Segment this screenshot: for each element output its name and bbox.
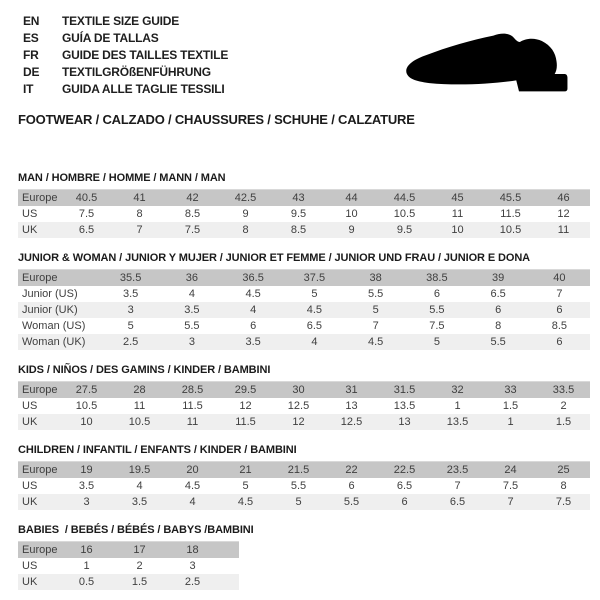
- size-value: 12: [557, 208, 570, 220]
- table-row: [18, 574, 239, 590]
- size-value: 11: [451, 208, 464, 220]
- size-value: 5.5: [367, 288, 384, 300]
- size-value: 38.5: [426, 272, 448, 284]
- size-table: [18, 381, 590, 430]
- language-row: [23, 64, 228, 81]
- size-value: 41: [133, 192, 146, 204]
- language-list: [23, 13, 228, 98]
- size-value: 36.5: [242, 272, 264, 284]
- size-value: 4: [250, 304, 257, 316]
- size-value: 10: [80, 416, 93, 428]
- size-value: 32: [451, 384, 464, 396]
- size-value: 12: [292, 416, 305, 428]
- size-value: 23.5: [446, 464, 469, 476]
- size-value: 7.5: [429, 320, 445, 332]
- language-code: IT: [23, 82, 34, 96]
- size-value: 9.5: [290, 208, 307, 220]
- size-value: 21: [239, 464, 252, 476]
- language-row: [23, 81, 228, 98]
- size-value: 5: [295, 496, 302, 508]
- size-value: 31: [345, 384, 358, 396]
- language-row: [23, 47, 228, 64]
- row-label: Europe: [22, 272, 58, 284]
- size-value: 9.5: [396, 224, 413, 236]
- size-section: [18, 524, 590, 590]
- table-row: [18, 222, 590, 238]
- language-row: [23, 13, 228, 30]
- table-row: [18, 542, 239, 559]
- size-value: 43: [292, 192, 305, 204]
- size-value: 4: [311, 336, 318, 348]
- language-title: TEXTILGRÖßENFÜHRUNG: [62, 65, 211, 79]
- size-value: 6: [556, 336, 563, 348]
- size-group-title: BABIES / BEBÉS / BÉBÉS / BABYS /BAMBINI: [18, 524, 254, 536]
- size-value: 13: [345, 400, 358, 412]
- size-value: 6.5: [396, 480, 413, 492]
- size-value: 2.5: [122, 336, 139, 348]
- size-value: 11: [133, 400, 146, 412]
- row-label: UK: [22, 224, 38, 236]
- language-title: TEXTILE SIZE GUIDE: [62, 14, 180, 28]
- size-value: 3: [127, 304, 134, 316]
- size-value: 36: [185, 272, 198, 284]
- size-table: [18, 461, 590, 510]
- row-label: US: [22, 560, 38, 572]
- size-value: 8: [242, 224, 249, 236]
- spacer-cell: [219, 558, 239, 574]
- size-value: 2: [136, 560, 143, 572]
- size-value: 19: [80, 464, 93, 476]
- size-group-title: JUNIOR & WOMAN / JUNIOR Y MUJER / JUNIOR ET FEMME / JUNIOR UND FRAU / JUNIOR E DONA: [18, 252, 531, 264]
- table-row: [18, 334, 590, 350]
- size-value: 6: [433, 288, 440, 300]
- size-value: 40.5: [75, 192, 98, 204]
- size-value: 5.5: [429, 304, 445, 316]
- size-value: 35.5: [119, 272, 142, 284]
- table-row: [18, 462, 590, 479]
- size-value: 28.5: [181, 384, 204, 396]
- size-value: 33: [504, 384, 517, 396]
- table-row: [18, 270, 590, 287]
- size-value: 3: [189, 560, 196, 572]
- language-title: GUIDE DES TAILLES TEXTILE: [62, 48, 229, 62]
- row-label: US: [22, 480, 38, 492]
- dress-shoe-icon: [398, 31, 576, 100]
- size-value: 40: [553, 272, 566, 284]
- size-value: 38: [369, 272, 382, 284]
- table-row: [18, 398, 590, 414]
- row-label: UK: [22, 496, 38, 508]
- size-value: 0.5: [78, 576, 95, 588]
- size-value: 3.5: [122, 288, 139, 300]
- size-value: 1.5: [131, 576, 148, 588]
- table-row: [18, 414, 590, 430]
- size-value: 8.5: [184, 208, 201, 220]
- size-value: 13: [398, 416, 411, 428]
- size-value: 1.5: [502, 400, 519, 412]
- table-row: [18, 286, 590, 302]
- size-value: 5: [433, 336, 440, 348]
- row-label: UK: [22, 416, 38, 428]
- table-row: [18, 558, 239, 574]
- spacer-cell: [219, 542, 239, 559]
- size-value: 6.5: [449, 496, 466, 508]
- size-value: 27.5: [75, 384, 98, 396]
- size-value: 24: [504, 464, 517, 476]
- table-row: [18, 382, 590, 399]
- table-row: [18, 494, 590, 510]
- size-value: 4: [188, 288, 195, 300]
- size-value: 5.5: [184, 320, 200, 332]
- size-value: 10.5: [128, 416, 151, 428]
- size-value: 5: [127, 320, 134, 332]
- size-value: 4.5: [367, 336, 384, 348]
- row-label: Junior (UK): [22, 304, 78, 316]
- size-value: 4.5: [306, 304, 323, 316]
- size-value: 4: [136, 480, 143, 492]
- size-value: 7: [136, 224, 143, 236]
- size-section: [18, 364, 590, 430]
- size-value: 4.5: [237, 496, 254, 508]
- size-value: 39: [492, 272, 505, 284]
- row-label: Europe: [22, 192, 58, 204]
- size-value: 3.5: [131, 496, 148, 508]
- size-value: 22: [345, 464, 358, 476]
- language-title: GUÍA DE TALLAS: [62, 31, 159, 45]
- size-value: 31.5: [393, 384, 416, 396]
- row-label: Woman (US): [22, 320, 86, 332]
- size-value: 10.5: [499, 224, 522, 236]
- size-value: 6: [495, 304, 502, 316]
- table-row: [18, 190, 590, 207]
- size-value: 7: [372, 320, 379, 332]
- size-value: 8: [560, 480, 567, 492]
- category-title: FOOTWEAR / CALZADO / CHAUSSURES / SCHUHE / CALZATURE: [18, 112, 415, 127]
- size-value: 3: [188, 336, 195, 348]
- language-code: FR: [23, 48, 39, 62]
- size-value: 4: [189, 496, 196, 508]
- size-value: 12: [239, 400, 252, 412]
- size-value: 3.5: [184, 304, 200, 316]
- size-value: 44.5: [393, 192, 416, 204]
- size-value: 5: [242, 480, 249, 492]
- size-value: 30: [292, 384, 305, 396]
- size-value: 7: [507, 496, 514, 508]
- size-value: 13.5: [446, 416, 469, 428]
- size-value: 12.5: [340, 416, 363, 428]
- size-value: 10: [345, 208, 358, 220]
- size-value: 33.5: [552, 384, 575, 396]
- size-value: 37.5: [303, 272, 326, 284]
- row-label: US: [22, 400, 38, 412]
- size-value: 10.5: [393, 208, 416, 220]
- size-value: 6.5: [306, 320, 323, 332]
- size-value: 29.5: [234, 384, 257, 396]
- size-value: 10: [451, 224, 464, 236]
- language-code: ES: [23, 31, 39, 45]
- size-value: 5.5: [343, 496, 360, 508]
- size-value: 17: [133, 544, 146, 556]
- size-value: 25: [557, 464, 570, 476]
- size-section: [18, 172, 590, 238]
- size-value: 3.5: [245, 336, 261, 348]
- row-label: UK: [22, 576, 38, 588]
- size-value: 8: [495, 320, 502, 332]
- size-value: 12.5: [287, 400, 310, 412]
- size-value: 16: [80, 544, 93, 556]
- size-value: 1: [507, 416, 514, 428]
- size-value: 11: [186, 416, 199, 428]
- size-value: 7.5: [184, 224, 201, 236]
- size-value: 3: [83, 496, 90, 508]
- size-value: 10.5: [75, 400, 98, 412]
- size-value: 8: [136, 208, 143, 220]
- size-tables: [18, 172, 590, 600]
- size-value: 7: [454, 480, 461, 492]
- size-value: 6.5: [490, 288, 506, 300]
- language-code: DE: [23, 65, 40, 79]
- size-value: 21.5: [287, 464, 310, 476]
- size-value: 3.5: [78, 480, 95, 492]
- size-value: 45: [451, 192, 464, 204]
- size-section: [18, 444, 590, 510]
- size-value: 8.5: [290, 224, 307, 236]
- size-table: [18, 189, 590, 238]
- size-value: 2: [560, 400, 567, 412]
- size-value: 5: [372, 304, 379, 316]
- size-value: 6: [556, 304, 563, 316]
- size-value: 46: [557, 192, 570, 204]
- size-value: 2.5: [184, 576, 201, 588]
- size-value: 42.5: [234, 192, 257, 204]
- size-group-title: MAN / HOMBRE / HOMME / MANN / MAN: [18, 172, 226, 184]
- size-value: 11.5: [235, 416, 256, 428]
- row-label: US: [22, 208, 38, 220]
- row-label: Woman (UK): [22, 336, 86, 348]
- spacer-cell: [219, 574, 239, 590]
- size-group-title: CHILDREN / INFANTIL / ENFANTS / KINDER / BAMBINI: [18, 444, 297, 456]
- size-value: 6: [250, 320, 257, 332]
- table-row: [18, 206, 590, 222]
- row-label: Europe: [22, 464, 58, 476]
- size-value: 28: [133, 384, 146, 396]
- size-value: 45.5: [499, 192, 522, 204]
- size-value: 1: [83, 560, 90, 572]
- table-row: [18, 318, 590, 334]
- row-label: Europe: [22, 384, 58, 396]
- size-value: 6.5: [78, 224, 95, 236]
- row-label: Junior (US): [22, 288, 78, 300]
- size-value: 11.5: [500, 208, 521, 220]
- size-value: 1: [454, 400, 461, 412]
- size-value: 7.5: [502, 480, 519, 492]
- size-value: 6: [401, 496, 408, 508]
- size-value: 18: [186, 544, 199, 556]
- size-value: 11.5: [182, 400, 203, 412]
- language-row: [23, 30, 228, 47]
- size-value: 8.5: [551, 320, 568, 332]
- size-value: 4.5: [245, 288, 261, 300]
- size-value: 7.5: [555, 496, 572, 508]
- size-value: 9: [348, 224, 355, 236]
- size-value: 13.5: [393, 400, 416, 412]
- table-row: [18, 478, 590, 494]
- row-label: Europe: [22, 544, 58, 556]
- size-value: 5.5: [290, 480, 307, 492]
- table-row: [18, 302, 590, 318]
- size-table: [18, 541, 239, 590]
- size-value: 9: [242, 208, 249, 220]
- size-value: 1.5: [555, 416, 572, 428]
- size-value: 6: [348, 480, 355, 492]
- size-table: [18, 269, 590, 350]
- size-value: 42: [186, 192, 199, 204]
- size-value: 22.5: [393, 464, 416, 476]
- size-value: 5.5: [490, 336, 506, 348]
- size-value: 5: [311, 288, 318, 300]
- size-value: 11: [557, 224, 570, 236]
- size-value: 44: [345, 192, 358, 204]
- size-value: 7.5: [78, 208, 95, 220]
- size-value: 4.5: [184, 480, 201, 492]
- size-value: 20: [186, 464, 199, 476]
- language-title: GUIDA ALLE TAGLIE TESSILI: [62, 82, 225, 96]
- size-value: 19.5: [128, 464, 151, 476]
- size-group-title: KIDS / NIÑOS / DES GAMINS / KINDER / BAMBINI: [18, 364, 271, 376]
- size-value: 7: [556, 288, 563, 300]
- language-code: EN: [23, 14, 40, 28]
- size-section: [18, 252, 590, 350]
